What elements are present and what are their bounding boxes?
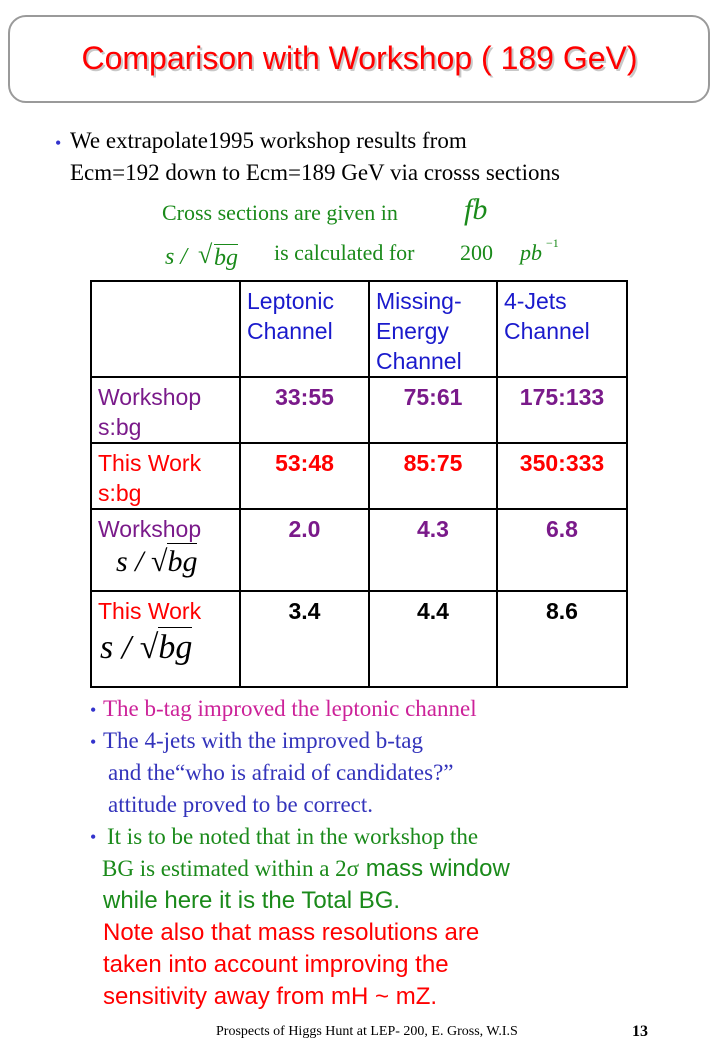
table-row [91,591,627,687]
table-cell: 3.4 [240,591,369,687]
table-cell: 4.3 [369,509,497,591]
table-cell: 6.8 [497,509,627,591]
intro-line-1: We extrapolate1995 workshop results from [70,128,467,153]
comparison-table [90,280,628,688]
table-row [91,443,627,509]
table-cell: 4.4 [369,591,497,687]
table-row [91,509,627,591]
table-cell: 53:48 [240,443,369,509]
slide-title: Comparison with Workshop ( 189 GeV) [81,40,638,76]
calc-unit: pb [520,240,542,265]
ratio-s: s / [165,244,188,270]
ratio-formula: s / √bg [116,545,198,578]
table-cell: 350:333 [497,443,627,509]
note-workshop-line-1: It is to be noted that in the workshop the [107,824,479,849]
page-number: 13 [632,1023,648,1040]
bullet-dot: • [90,700,97,720]
table-cell: 85:75 [369,443,497,509]
calc-exponent: −1 [546,236,559,250]
row-label-thiswork-sbg: This Work s:bg [91,443,240,509]
calc-text: is calculated for [274,240,415,265]
ratio-formula: s / √bg [100,629,193,666]
cross-section-text: Cross sections are given in [162,200,398,225]
table-cell: 8.6 [497,591,627,687]
row-label-thiswork-ratio: This Work s / √bg [91,591,240,687]
header-leptonic: Leptonic Channel [240,281,369,377]
note-4jets-line-1: The 4-jets with the improved b-tag [103,728,424,753]
row-label-workshop-ratio: Workshop s / √bg [91,509,240,591]
note-workshop-line-3: while here it is the Total BG. [103,887,401,914]
calc-value: 200 [460,240,493,265]
table-row [91,377,627,443]
table-cell: 75:61 [369,377,497,443]
bullet-dot: • [90,827,97,847]
bullet-dot: • [55,133,62,153]
table-header-row [91,281,627,377]
cross-section-unit: fb [464,193,488,226]
note-resolution-line-3: sensitivity away from mH ~ mZ. [103,983,438,1010]
ratio-bg: bg [214,245,238,271]
table-cell: 33:55 [240,377,369,443]
header-empty-cell [91,281,240,377]
note-workshop-line-2: BG is estimated within a 2σ mass window [102,855,510,882]
footer-text: Prospects of Higgs Hunt at LEP- 200, E. Gross, W.I.S [216,1024,518,1039]
note-resolution-line-1: Note also that mass resolutions are [103,919,480,946]
header-4-jets: 4-Jets Channel [497,281,627,377]
note-4jets-line-3: attitude proved to be correct. [108,792,374,817]
table-cell: 2.0 [240,509,369,591]
row-label-workshop-sbg: Workshop s:bg [91,377,240,443]
header-missing-energy: Missing- Energy Channel [369,281,497,377]
note-resolution-line-2: taken into account improving the [103,951,449,978]
note-btag: The b-tag improved the leptonic channel [103,696,477,721]
sqrt-symbol: √ [198,240,213,269]
intro-line-2: Ecm=192 down to Ecm=189 GeV via crosss sections [70,160,560,185]
note-4jets-line-2: and the“who is afraid of candidates?” [108,760,454,785]
table-cell: 175:133 [497,377,627,443]
bullet-dot: • [90,732,97,752]
